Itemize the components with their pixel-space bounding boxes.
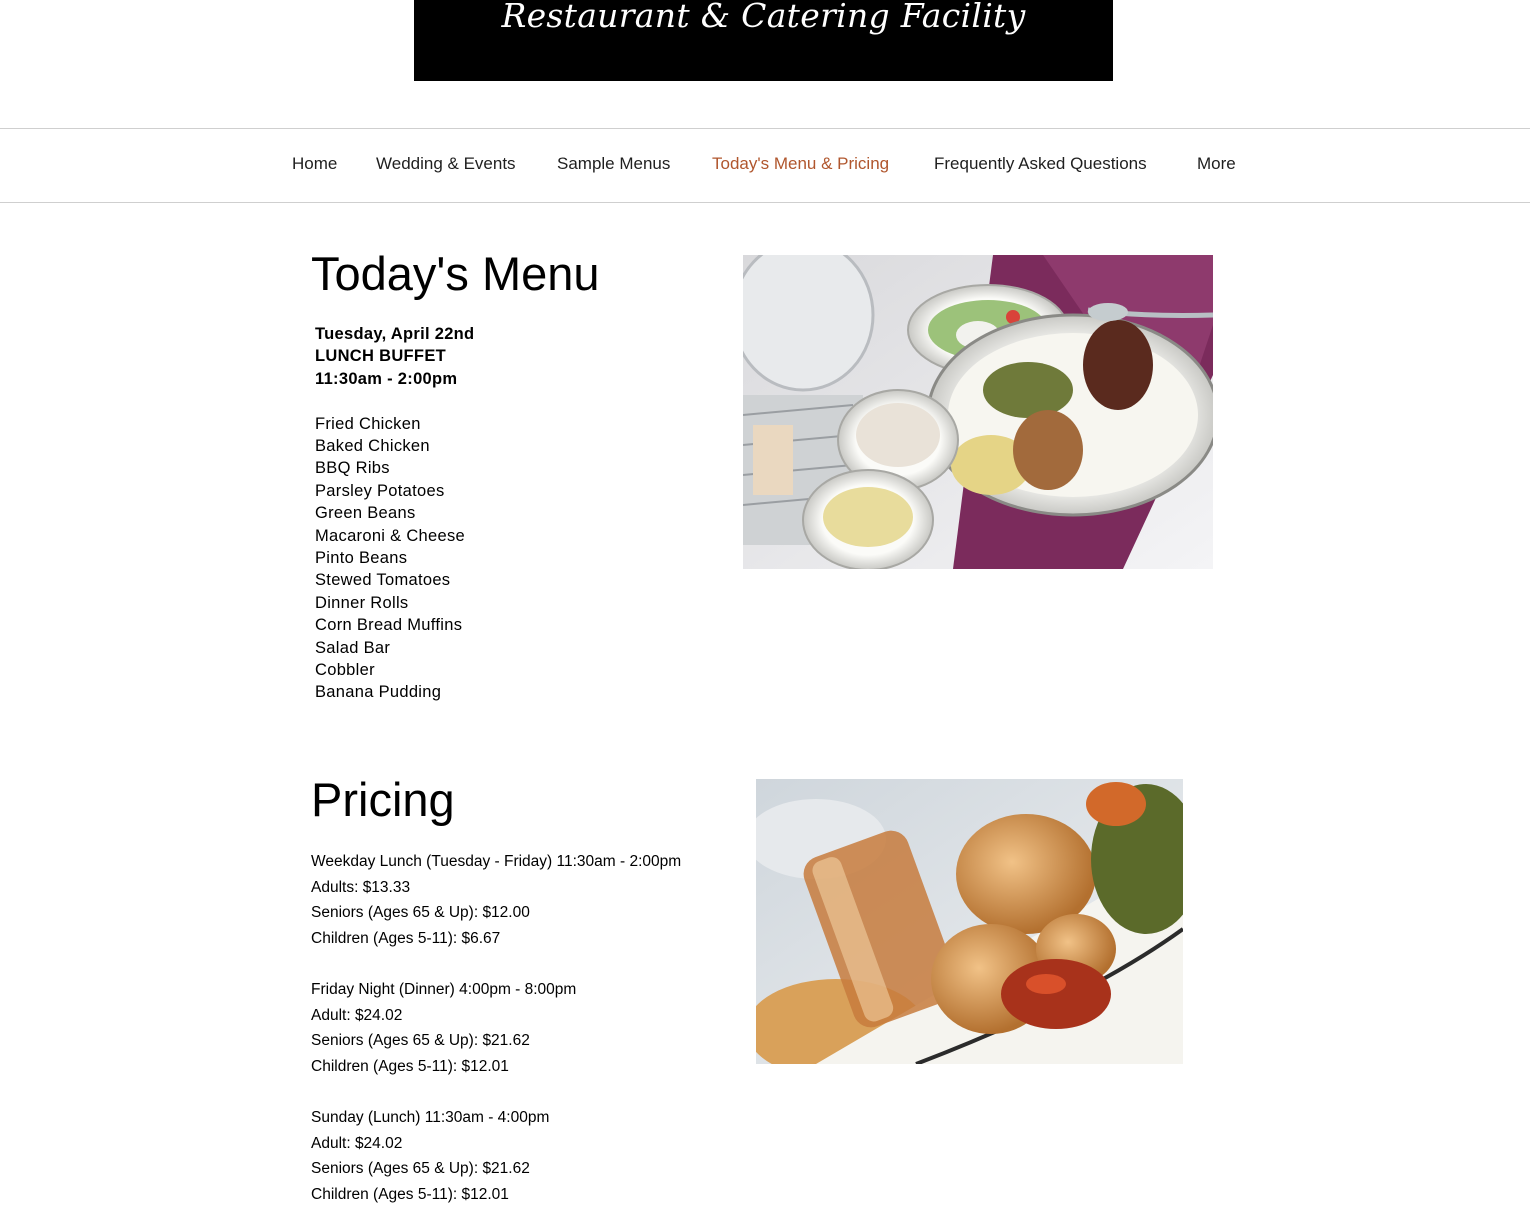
menu-meal: LUNCH BUFFET (315, 347, 446, 366)
friday-children: Children (Ages 5-11): $12.01 (311, 1057, 509, 1075)
menu-item: Stewed Tomatoes (315, 571, 451, 590)
nav-todays-menu-pricing[interactable]: Today's Menu & Pricing (712, 154, 890, 173)
pricing-heading: Pricing (311, 773, 455, 826)
nav-more[interactable]: More (1197, 154, 1236, 173)
menu-item: Salad Bar (315, 638, 391, 657)
menu-date: Tuesday, April 22nd (315, 325, 475, 343)
weekday-adults: Adults: $13.33 (311, 878, 411, 896)
menu-item: Pinto Beans (315, 549, 408, 568)
banner-title: Restaurant & Catering Facility (501, 0, 1026, 35)
nav-home[interactable]: Home (292, 154, 338, 173)
nav-wedding-events[interactable]: Wedding & Events (376, 154, 516, 173)
menu-item: Dinner Rolls (315, 593, 409, 612)
weekday-seniors: Seniors (Ages 65 & Up): $12.00 (311, 904, 530, 922)
header-banner (414, 0, 1113, 81)
menu-heading: Today's Menu (311, 247, 600, 300)
nav-faq[interactable]: Frequently Asked Questions (934, 154, 1147, 173)
main-nav (0, 128, 1530, 203)
menu-hours: 11:30am - 2:00pm (315, 369, 458, 388)
fried-chicken-photo (756, 779, 1183, 1064)
buffet-plate-photo (743, 255, 1213, 569)
friday-seniors: Seniors (Ages 65 & Up): $21.62 (311, 1032, 530, 1050)
sunday-title: Sunday (Lunch) 11:30am - 4:00pm (311, 1108, 550, 1126)
menu-item: Baked Chicken (315, 437, 430, 456)
weekday-title: Weekday Lunch (Tuesday - Friday) 11:30am - 2:00pm (311, 853, 682, 870)
menu-item: BBQ Ribs (315, 459, 390, 478)
friday-adults: Adult: $24.02 (311, 1006, 403, 1024)
weekday-children: Children (Ages 5-11): $6.67 (311, 929, 501, 947)
menu-item: Green Beans (315, 504, 416, 523)
friday-title: Friday Night (Dinner) 4:00pm - 8:00pm (311, 980, 577, 998)
sunday-adults: Adult: $24.02 (311, 1134, 403, 1152)
menu-item: Corn Bread Muffins (315, 616, 463, 635)
sunday-seniors: Seniors (Ages 65 & Up): $21.62 (311, 1160, 530, 1178)
nav-sample-menus[interactable]: Sample Menus (557, 154, 671, 173)
pricing-list (311, 849, 731, 1207)
menu-item: Fried Chicken (315, 414, 421, 433)
sunday-children: Children (Ages 5-11): $12.01 (311, 1185, 509, 1203)
menu-item: Macaroni & Cheese (315, 526, 466, 545)
menu-item: Parsley Potatoes (315, 481, 445, 500)
menu-item: Banana Pudding (315, 683, 442, 702)
menu-item: Cobbler (315, 661, 375, 680)
menu-list (315, 323, 675, 704)
